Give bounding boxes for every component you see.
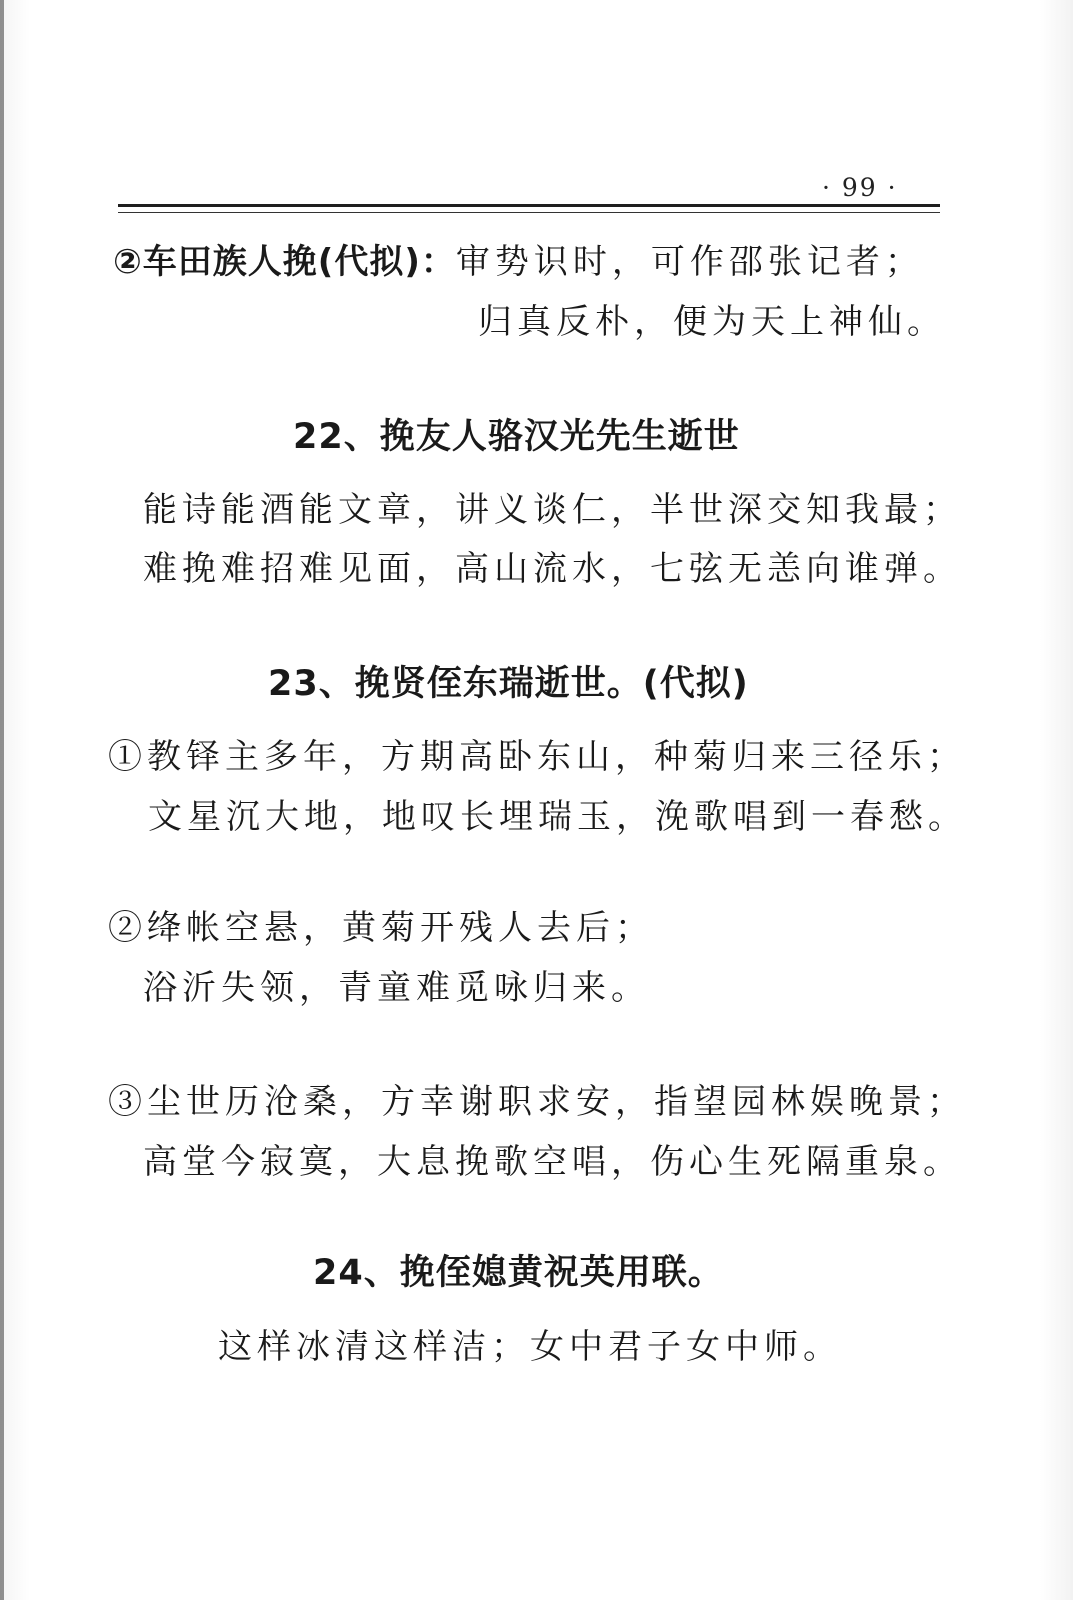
- section-22-line1: 能诗能酒能文章，讲义谈仁，半世深交知我最；: [143, 490, 962, 530]
- header-rule-thick: [118, 204, 940, 207]
- couplet-21-2-line1: [113, 242, 924, 282]
- couplet-colon: ：: [420, 242, 456, 282]
- page-edge-shadow: [0, 0, 4, 1600]
- couplet-label: 车田族人挽(代拟): [142, 242, 421, 282]
- section-23-heading: 23、挽贤侄东瑞逝世。(代拟): [268, 664, 749, 704]
- section-23-couplet2-line1: ②绛帐空悬，黄菊开残人去后；: [108, 908, 654, 948]
- section-22-heading: 22、挽友人骆汉光先生逝世: [293, 417, 740, 457]
- section-23-couplet3-line1: ③尘世历沧桑，方幸谢职求安，指望园林娱晚景；: [108, 1082, 966, 1122]
- page-number: · 99 ·: [822, 173, 898, 202]
- header-rule-thin: [118, 212, 940, 213]
- couplet-marker: ②: [113, 242, 143, 282]
- section-23-couplet2-line2: 浴沂失领，青童难觅咏归来。: [143, 968, 650, 1008]
- couplet-21-2-line2: 归真反朴，便为天上神仙。: [478, 302, 946, 342]
- couplet-text: 审势识时，可作邵张记者；: [455, 242, 924, 282]
- section-23-couplet1-line1: ①教铎主多年，方期高卧东山，种菊归来三径乐；: [108, 737, 966, 777]
- section-22-line2: 难挽难招难见面，高山流水，七弦无恙向谁弹。: [143, 549, 962, 589]
- section-24-line1: 这样冰清这样洁；女中君子女中师。: [218, 1327, 842, 1367]
- section-23-couplet3-line2: 高堂今寂寞，大息挽歌空唱，伤心生死隔重泉。: [143, 1142, 962, 1182]
- section-23-couplet1-line2: 文星沉大地，地叹长埋瑞玉，浼歌唱到一春愁。: [148, 797, 967, 837]
- section-24-heading: 24、挽侄媳黄祝英用联。: [313, 1253, 724, 1293]
